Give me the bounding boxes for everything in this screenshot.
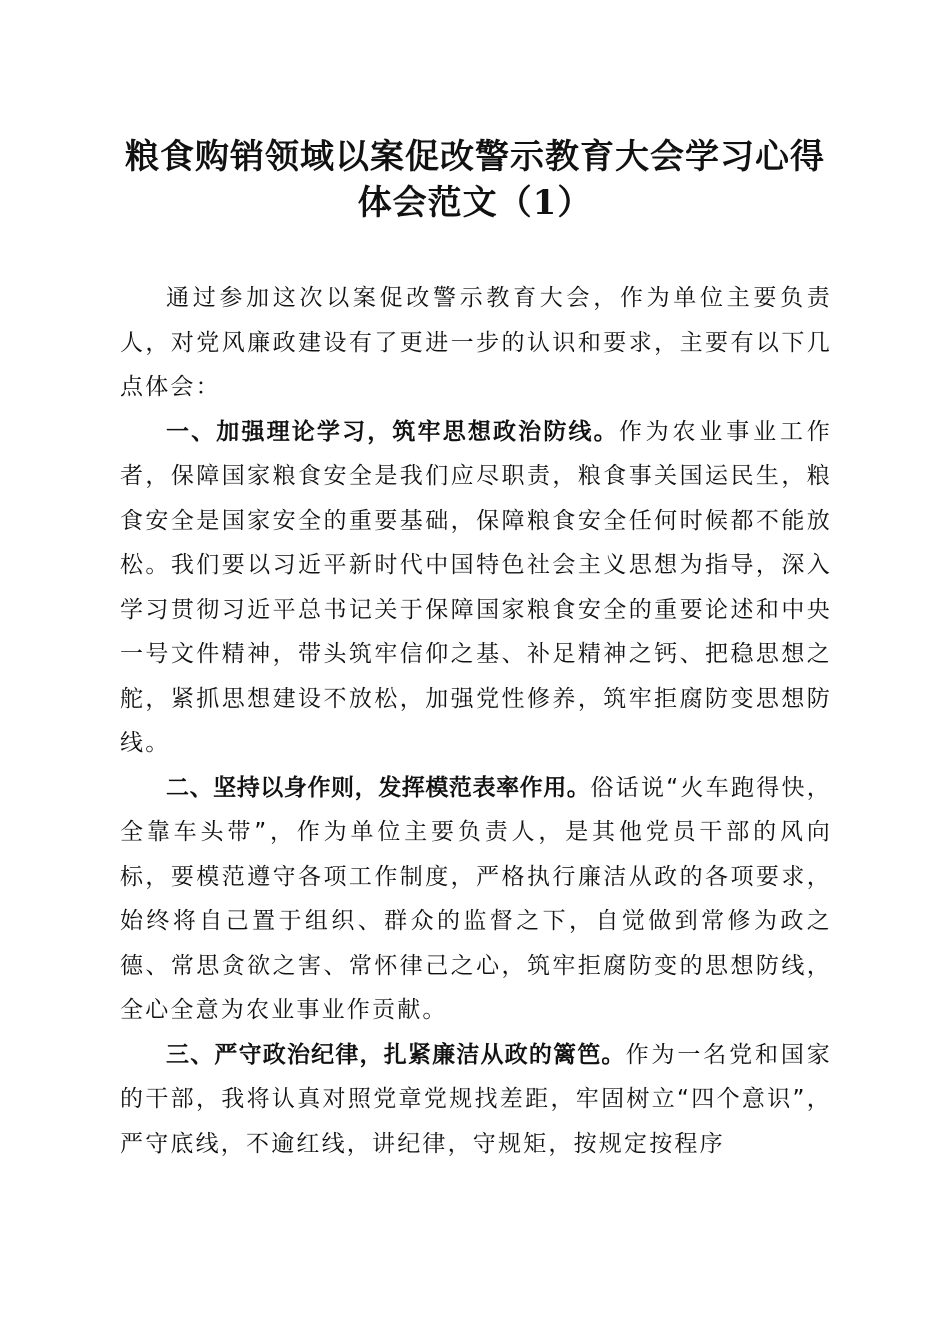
section-paragraph-3 <box>120 1033 832 1167</box>
section-paragraph-1 <box>120 410 832 766</box>
section-heading-1: 一、加强理论学习，筑牢思想政治防线。 <box>166 418 619 445</box>
section-paragraph-2 <box>120 766 832 1033</box>
document-body <box>120 276 832 1166</box>
intro-paragraph: 通过参加这次以案促改警示教育大会，作为单位主要负责人，对党风廉政建设有了更进一步的认识和要求，主要有以下几点体会： <box>120 285 832 400</box>
section-text-3: 作为一名党和国家的干部，我将认真对照党章党规找差距，牢固树立“四个意识”，严守底线，不逾红线，讲纪律，守规矩，按规定按程序 <box>120 1041 832 1157</box>
section-heading-3: 三、严守政治纪律，扎紧廉洁从政的篱笆。 <box>166 1041 626 1068</box>
title-line-1: 粮食购销领域以案促改警示教育大会学习心得 <box>125 137 825 177</box>
document-title <box>100 134 850 226</box>
title-line-2: 体会范文（1） <box>357 183 593 223</box>
section-heading-2: 二、坚持以身作则，发挥模范表率作用。 <box>166 774 591 801</box>
section-text-1: 作为农业事业工作者，保障国家粮食安全是我们应尽职责，粮食事关国运民生，粮食安全是国家安全的重要基础，保障粮食安全任何时候都不能放松。我们要以习近平新时代中国特色社会主义思想为指导，深入学习贯彻习近平总书记关于保障国家粮食安全的重要论述和中央一号文件精神，带头筑牢信仰之基、补足精神之钙、把稳思想之舵，紧抓思想建设不放松，加强党性修养，筑牢拒腐防变思想防线。 <box>120 418 833 756</box>
section-text-2: 俗话说“火车跑得快，全靠车头带”，作为单位主要负责人，是其他党员干部的风向标，要模范遵守各项工作制度，严格执行廉洁从政的各项要求，始终将自己置于组织、群众的监督之下，自觉做到常修为政之德、常思贪欲之害、常怀律己之心，筑牢拒腐防变的思想防线，全心全意为农业事业作贡献。 <box>120 774 832 1023</box>
